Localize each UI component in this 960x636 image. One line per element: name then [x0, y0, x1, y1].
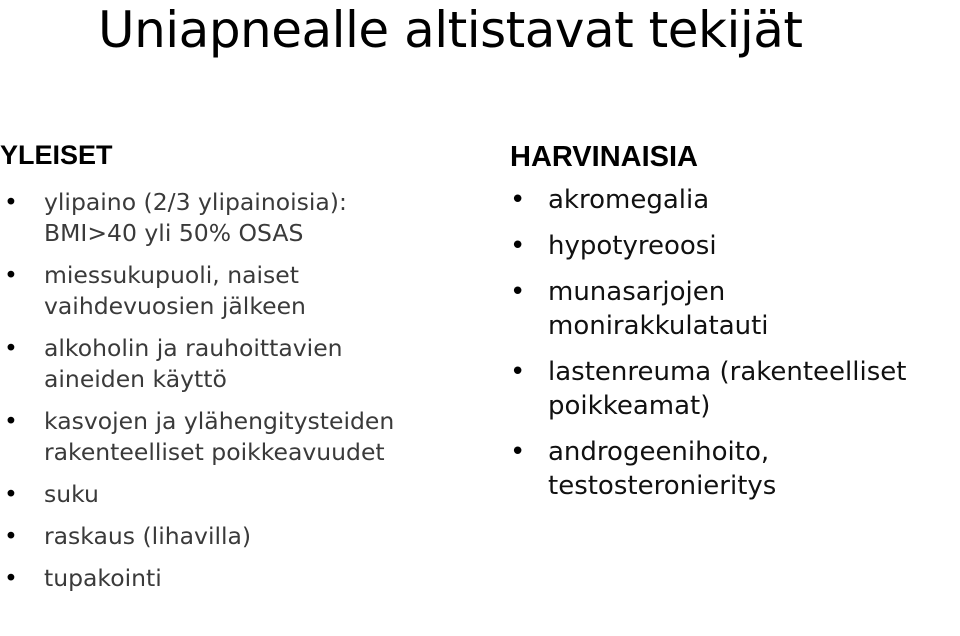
common-factors-list	[0, 187, 470, 594]
list-item-text: raskaus (lihavilla)	[44, 522, 252, 550]
list-item	[0, 260, 470, 322]
list-item-text: androgeenihoito, testosteronieritys	[548, 437, 777, 501]
common-factors-section	[0, 138, 470, 605]
bullet-icon: •	[4, 407, 18, 435]
bullet-icon: •	[4, 564, 18, 592]
bullet-icon: •	[4, 334, 18, 362]
bullet-icon: •	[4, 188, 18, 216]
rare-factors-list	[510, 183, 960, 503]
list-item	[510, 229, 960, 263]
list-item-text: alkoholin ja rauhoittavien aineiden käyttö	[44, 334, 343, 393]
list-item	[510, 183, 960, 217]
list-item	[0, 187, 470, 249]
bullet-icon: •	[4, 480, 18, 508]
bullet-icon: •	[510, 437, 526, 467]
list-item	[510, 275, 960, 343]
list-item-text: hypotyreoosi	[548, 231, 717, 261]
common-factors-heading: YLEISET	[0, 140, 113, 170]
list-item	[0, 563, 470, 594]
bullet-icon: •	[510, 277, 526, 307]
list-item	[510, 355, 960, 423]
list-item-text: munasarjojen monirakkulatauti	[548, 277, 769, 341]
bullet-icon: •	[4, 522, 18, 550]
bullet-icon: •	[510, 185, 526, 215]
list-item-text: kasvojen ja ylähengitysteiden rakenteelliset poikkeavuudet	[44, 407, 395, 466]
list-item-text: lastenreuma (rakenteelliset poikkeamat)	[548, 357, 907, 421]
rare-factors-heading: HARVINAISIA	[510, 141, 698, 173]
list-item	[510, 435, 960, 503]
list-item	[0, 333, 470, 395]
bullet-icon: •	[510, 357, 526, 387]
bullet-icon: •	[510, 231, 526, 261]
list-item	[0, 479, 470, 510]
list-item-text: tupakointi	[44, 564, 162, 592]
list-item	[0, 521, 470, 552]
list-item-text: akromegalia	[548, 185, 710, 215]
list-item	[0, 406, 470, 468]
list-item-text: suku	[44, 480, 99, 508]
bullet-icon: •	[4, 261, 18, 289]
page-title: Uniapnealle altistavat tekijät	[98, 1, 803, 59]
list-item-text: ylipaino (2/3 ylipainoisia): BMI>40 yli 50% OSAS	[44, 188, 347, 247]
list-item-text: miessukupuoli, naiset vaihdevuosien jälkeen	[44, 261, 306, 320]
rare-factors-section	[510, 139, 960, 515]
